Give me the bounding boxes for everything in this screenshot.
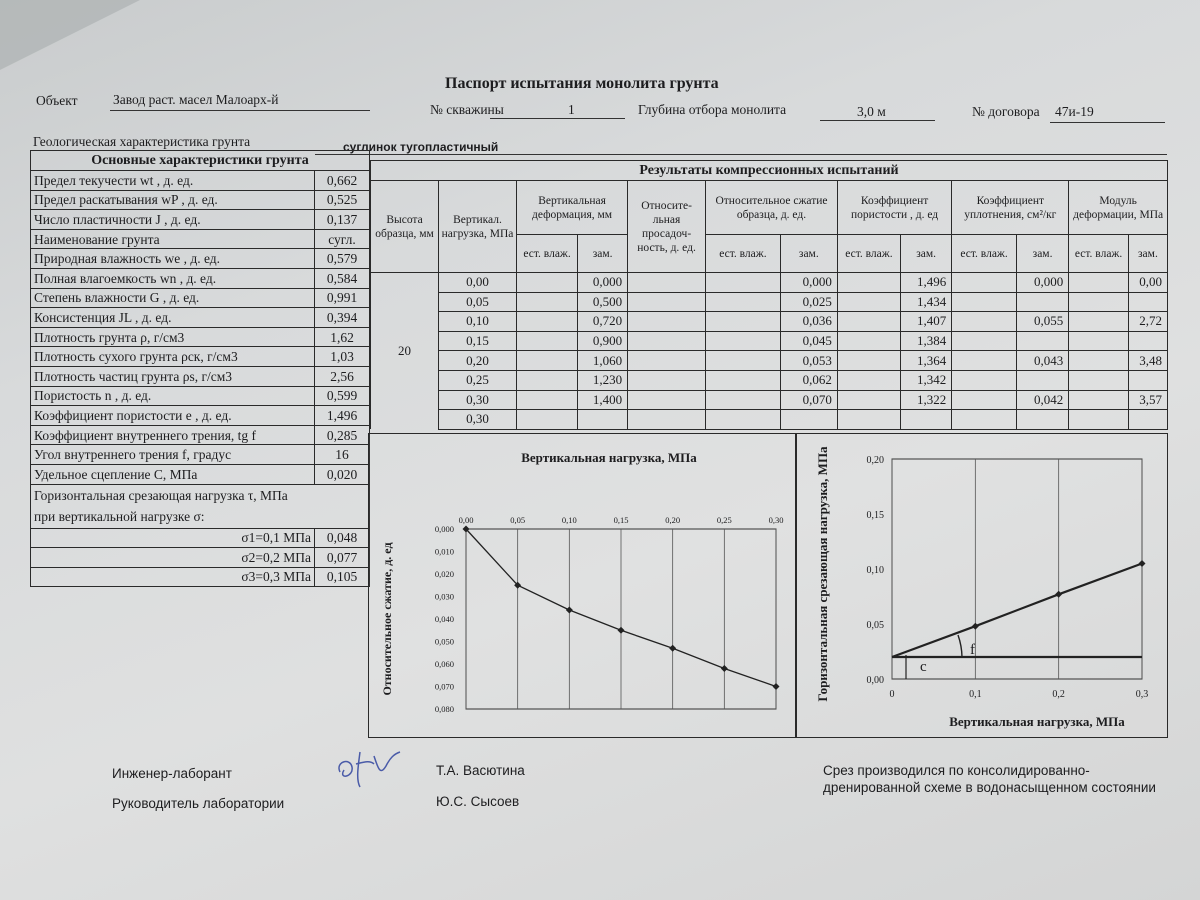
cell-load: 0,15 [439,331,517,351]
cell-empty [706,331,781,351]
geo-underline [315,154,1167,155]
chart2-y-tick: 0,05 [866,620,884,631]
cell-load: 0,05 [439,292,517,312]
cell-empty [628,370,706,390]
property-label: Число пластичности J , д. ед. [31,210,315,230]
col-rel-header: Относительное сжатие образца, д. ед. [706,181,838,235]
property-value: 16 [315,445,370,465]
chart1-y-tick: 0,040 [434,614,454,624]
cell-empty [628,312,706,332]
cell-empty [1069,273,1129,293]
chart2-cohesion-annotation: c [920,659,927,675]
compression-row [371,351,1168,371]
cell-rel: 0,000 [780,273,837,293]
chart2-y-tick: 0,15 [866,510,884,521]
cell-empty [837,351,900,371]
chart2-x-tick: 0 [889,689,895,700]
depth-label: Глубина отбора монолита [638,102,787,117]
chart1-y-tick: 0,030 [434,591,454,602]
cell-empty [706,410,781,430]
sub-header-rel-sat: зам. [780,235,837,273]
shear-chart [796,433,1168,738]
well-value: 1 [568,102,575,117]
chart1-y-tick: 0,080 [434,704,454,714]
cell-empty [952,351,1017,371]
cell-empty [952,331,1017,351]
shear-label-1: Горизонтальная срезающая нагрузка τ, МПа [31,484,370,506]
main-properties-table [30,150,370,587]
cell-empty [517,312,578,332]
property-label: Полная влагоемкость wn , д. ед. [31,268,315,288]
cell-empty [628,390,706,410]
cell-empty [706,312,781,332]
property-label: Коэффициент пористости e , д. ед. [31,406,315,426]
head-name: Ю.С. Сысоев [436,794,520,809]
cell-deform: 0,000 [578,273,628,293]
cell-rel: 0,070 [780,390,837,410]
sub-header-mod-sat: зам. [1128,235,1167,273]
cell-deform [578,410,628,430]
well-label: № скважины [430,102,504,117]
property-label: Природная влажность we , д. ед. [31,249,315,269]
property-value: 0,662 [315,171,370,191]
sub-header-mod-nat: ест. влаж. [1069,235,1129,273]
contract-underline [1050,122,1165,123]
cell-por: 1,434 [900,292,951,312]
chart1-point [566,607,573,614]
cell-empty [517,292,578,312]
geo-label: Геологическая характеристика грунта [33,134,251,149]
cell-comp: 0,043 [1016,351,1068,371]
chart1-y-tick: 0,050 [434,636,454,647]
property-row [31,386,370,406]
cell-empty [628,351,706,371]
chart1-x-tick: 0,10 [561,515,577,525]
chart1-x-tick: 0,25 [716,515,732,525]
col-load-header: Вертикал. нагрузка, МПа [439,181,517,273]
sub-header-deform-sat: зам. [578,235,628,273]
object-value: Завод раст. масел Малоарх-й [113,92,279,107]
cell-empty [837,410,900,430]
cell-empty [628,273,706,293]
cell-empty [517,273,578,293]
property-row [31,464,370,484]
cell-empty [837,292,900,312]
sample-height-value: 20 [371,273,439,430]
compression-curve-svg [369,434,797,739]
property-value: 0,991 [315,288,370,308]
chart1-point [669,645,676,652]
property-label: Удельное сцепление C, МПа [31,464,315,484]
cell-por: 1,407 [900,312,951,332]
property-row [31,268,370,288]
head-label: Руководитель лаборатории [112,796,285,811]
chart2-series-line [892,564,1142,658]
shear-row [31,528,370,548]
shear-row [31,567,370,587]
engineer-label: Инженер-лаборант [112,766,232,781]
chart1-y-tick: 0,000 [434,524,454,534]
chart1-ylabel: Относительное сжатие, д. ед [380,542,394,696]
chart2-friction-arc [958,635,962,657]
cell-empty [952,273,1017,293]
shear-svg [797,434,1169,739]
chart2-point [972,623,979,630]
compression-row [371,312,1168,332]
chart2-point [1055,591,1062,598]
chart1-x-tick: 0,30 [768,515,784,525]
chart1-y-tick: 0,020 [434,569,454,579]
property-row [31,229,370,249]
chart2-x-tick: 0,1 [969,689,982,700]
chart1-point [773,683,780,690]
cell-empty [837,312,900,332]
property-row [31,210,370,230]
chart1-point [721,665,728,672]
property-value: 0,584 [315,268,370,288]
sub-header-comp-sat: зам. [1016,235,1068,273]
sub-header-rel-nat: ест. влаж. [706,235,781,273]
property-value: 1,03 [315,347,370,367]
chart1-y-tick: 0,060 [434,659,454,669]
compression-row [371,292,1168,312]
chart1-title: Вертикальная нагрузка, МПа [521,450,697,465]
property-value: 0,599 [315,386,370,406]
cell-empty [628,410,706,430]
cell-empty [1069,370,1129,390]
cell-por: 1,496 [900,273,951,293]
compression-row [371,410,1168,430]
property-row [31,347,370,367]
cell-empty [837,331,900,351]
property-row [31,327,370,347]
chart2-xlabel: Вертикальная нагрузка, МПа [949,714,1125,729]
cell-empty [1069,410,1129,430]
property-value: сугл. [315,229,370,249]
cell-empty [1069,292,1129,312]
property-label: Наименование грунта [31,229,315,249]
shear-label-2: при вертикальной нагрузке σ: [31,506,370,528]
main-properties-heading: Основные характеристики грунта [31,151,370,171]
cell-comp [1016,410,1068,430]
cell-comp [1016,292,1068,312]
shear-tau-value: 0,105 [315,567,370,587]
cell-comp: 0,055 [1016,312,1068,332]
property-label: Угол внутреннего трения f, градус [31,445,315,465]
object-underline [110,110,370,111]
cell-por [900,410,951,430]
chart2-point [1139,560,1146,567]
cell-deform: 0,720 [578,312,628,332]
cell-rel: 0,025 [780,292,837,312]
property-row [31,406,370,426]
cell-deform: 0,900 [578,331,628,351]
shear-sigma-label: σ1=0,1 МПа [31,528,315,548]
cell-rel [780,410,837,430]
property-value: 0,020 [315,464,370,484]
cell-empty [706,370,781,390]
cell-mod: 0,00 [1128,273,1167,293]
property-value: 2,56 [315,366,370,386]
property-row [31,308,370,328]
col-subsidence-header: Относите-льная просадоч-ность, д. ед. [628,181,706,273]
property-label: Пористость n , д. ед. [31,386,315,406]
cell-deform: 0,500 [578,292,628,312]
col-compaction-header: Коэффициент уплотнения, см²/кг [952,181,1069,235]
cell-empty [1069,351,1129,371]
chart2-plot-frame [892,459,1142,679]
cell-load: 0,20 [439,351,517,371]
property-value: 1,496 [315,406,370,426]
property-row [31,190,370,210]
cell-deform: 1,230 [578,370,628,390]
col-deform-header: Вертикальная деформация, мм [517,181,628,235]
test-note-line2: дренированной схеме в водонасыщенном состоянии [823,780,1156,795]
compression-curve-chart [368,433,796,738]
compression-row [371,390,1168,410]
cell-empty [706,351,781,371]
chart2-y-tick: 0,00 [866,675,884,686]
cell-comp: 0,042 [1016,390,1068,410]
property-value: 0,394 [315,308,370,328]
compression-row [371,370,1168,390]
cell-empty [517,351,578,371]
col-modulus-header: Модуль деформации, МПа [1069,181,1168,235]
test-note-line1: Срез производился по консолидированно- [823,763,1090,778]
cell-mod [1128,370,1167,390]
col-porosity-header: Коэффициент пористости , д. ед [837,181,951,235]
chart1-point [618,627,625,634]
property-label: Плотность частиц грунта ρs, г/см3 [31,366,315,386]
cell-load: 0,30 [439,410,517,430]
cell-empty [517,390,578,410]
compression-heading: Результаты компрессионных испытаний [371,161,1168,181]
cell-empty [517,410,578,430]
cell-empty [1069,390,1129,410]
shear-sigma-label: σ2=0,2 МПа [31,548,315,568]
cell-mod [1128,292,1167,312]
well-underline [490,118,625,119]
chart2-ylabel: Горизонтальная срезающая нагрузка, МПа [815,446,830,702]
cell-por: 1,384 [900,331,951,351]
cell-empty [517,370,578,390]
compression-row [371,273,1168,293]
property-label: Консистенция JL , д. ед. [31,308,315,328]
cell-deform: 1,400 [578,390,628,410]
cell-empty [706,390,781,410]
cell-comp [1016,370,1068,390]
cell-empty [952,390,1017,410]
property-value: 0,137 [315,210,370,230]
chart2-y-tick: 0,20 [866,455,884,466]
cell-empty [837,370,900,390]
cell-mod [1128,410,1167,430]
cell-rel: 0,062 [780,370,837,390]
cell-rel: 0,036 [780,312,837,332]
compression-table [370,160,1168,430]
shear-tau-value: 0,077 [315,548,370,568]
property-row [31,249,370,269]
geo-value: суглинок тугопластичный [343,140,499,154]
cell-mod: 2,72 [1128,312,1167,332]
chart2-friction-annotation: f [970,642,975,658]
chart1-x-tick: 0,20 [665,515,681,525]
property-value: 1,62 [315,327,370,347]
sub-header-por-sat: зам. [900,235,951,273]
cell-empty [952,370,1017,390]
cell-empty [706,292,781,312]
cell-empty [952,312,1017,332]
cell-load: 0,10 [439,312,517,332]
property-label: Плотность грунта ρ, г/см3 [31,327,315,347]
chart1-x-tick: 0,05 [510,515,526,525]
shear-sigma-label: σ3=0,3 МПа [31,567,315,587]
page-corner-shadow [0,0,140,70]
chart1-y-tick: 0,070 [434,681,454,692]
cell-mod: 3,57 [1128,390,1167,410]
cell-comp: 0,000 [1016,273,1068,293]
chart2-x-tick: 0,3 [1135,689,1149,700]
object-label: Объект [36,93,78,108]
property-label: Степень влажности G , д. ед. [31,288,315,308]
col-height-header: Высота образца, мм [371,181,439,273]
cell-empty [628,331,706,351]
cell-empty [837,273,900,293]
property-label: Плотность сухого грунта ρск, г/см3 [31,347,315,367]
cell-empty [952,292,1017,312]
property-value: 0,285 [315,425,370,445]
property-value: 0,579 [315,249,370,269]
signature [330,742,410,792]
chart1-y-tick: 0,010 [434,546,454,557]
cell-empty [706,273,781,293]
cell-por: 1,364 [900,351,951,371]
sub-header-por-nat: ест. влаж. [837,235,900,273]
property-value: 0,525 [315,190,370,210]
cell-empty [837,390,900,410]
shear-row [31,548,370,568]
compression-row [371,331,1168,351]
chart2-x-tick: 0,2 [1052,689,1065,700]
cell-load: 0,00 [439,273,517,293]
chart1-x-tick: 0,15 [613,515,629,525]
cell-empty [952,410,1017,430]
sub-header-deform-nat: ест. влаж. [517,235,578,273]
engineer-name: Т.А. Васютина [436,763,525,778]
property-row [31,171,370,191]
cell-empty [628,292,706,312]
cell-mod: 3,48 [1128,351,1167,371]
cell-mod [1128,331,1167,351]
property-row [31,366,370,386]
chart1-x-tick: 0,00 [458,515,474,525]
cell-por: 1,342 [900,370,951,390]
cell-load: 0,25 [439,370,517,390]
depth-underline [820,120,935,121]
property-label: Предел текучести wt , д. ед. [31,171,315,191]
property-label: Коэффициент внутреннего трения, tg f [31,425,315,445]
cell-empty [517,331,578,351]
depth-value: 3,0 м [857,104,886,119]
property-label: Предел раскатывания wP , д. ед. [31,190,315,210]
cell-rel: 0,045 [780,331,837,351]
contract-label: № договора [972,104,1040,119]
chart2-y-tick: 0,10 [866,565,884,576]
cell-rel: 0,053 [780,351,837,371]
cell-por: 1,322 [900,390,951,410]
cell-empty [1069,312,1129,332]
property-row [31,288,370,308]
document-title: Паспорт испытания монолита грунта [445,75,719,92]
cell-load: 0,30 [439,390,517,410]
contract-value: 47и-19 [1055,104,1094,119]
sub-header-comp-nat: ест. влаж. [952,235,1017,273]
cell-comp [1016,331,1068,351]
property-row [31,425,370,445]
cell-deform: 1,060 [578,351,628,371]
shear-tau-value: 0,048 [315,528,370,548]
property-row [31,445,370,465]
cell-empty [1069,331,1129,351]
